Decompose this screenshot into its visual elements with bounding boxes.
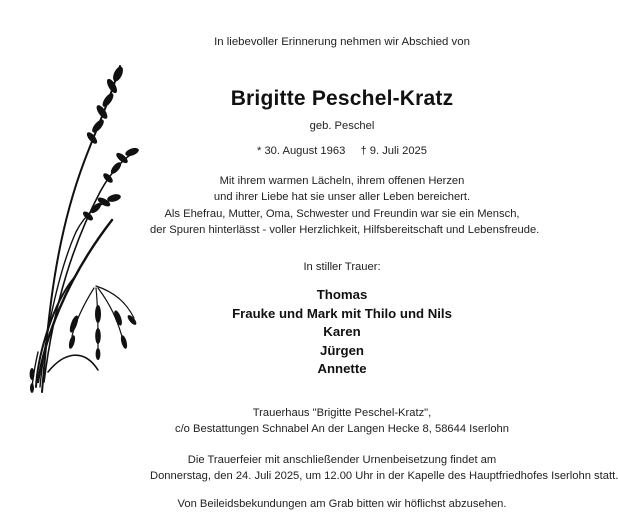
name-section [150,86,534,112]
tribute-line: der Spuren hinterlässt - voller Herzlichkeit, Hilfsbereitschaft und Lebensfreude. [150,224,540,237]
mourner-name: Frauke und Mark mit Thilo und Nils [232,305,452,321]
closing-section [150,496,534,512]
intro-section [150,34,534,50]
closing-text: Von Beileidsbekundungen am Grab bitten wir höflichst abzusehen. [177,498,507,510]
tribute-line: und ihrer Liebe hat sie unser aller Leben bereichert. [213,191,471,204]
mourner-name: Thomas [316,287,368,302]
grass-sprig-icon [14,52,144,397]
funeral-line: Die Trauerfeier mit anschließender Urnenbeisetzung findet am [187,454,497,466]
tribute-text [150,173,540,239]
funeral-line: Donnerstag, den 24. Juli 2025, um 12.00 Uhr in der Kapelle des Hauptfriedhofes Iserlohn statt. [150,470,618,483]
address-line: Trauerhaus "Brigitte Peschel-Kratz", [252,407,432,419]
address-line: c/o Bestattungen Schnabel An der Langen Hecke 8, 58644 Iserlohn [174,423,509,436]
address-section [150,405,534,438]
deceased-name: Brigitte Peschel-Kratz [230,87,454,110]
mourner-name: Jürgen [320,342,364,358]
tribute-line: Mit ihrem warmen Lächeln, ihrem offenen Herzen [219,175,465,187]
death-date: † 9. Juli 2025 [360,145,427,157]
mourner-name: Annette [317,361,367,377]
mourners-list [150,286,534,379]
mourner-name: Karen [323,324,361,340]
funeral-section [150,452,618,485]
birth-name: geb. Peschel [309,120,375,132]
life-dates [150,143,534,159]
tribute-line: Als Ehefrau, Mutter, Oma, Schwester und Freundin war sie ein Mensch, [164,207,520,220]
birth-date: * 30. August 1963 [256,145,346,157]
mourning-label: In stiller Trauer: [303,261,381,273]
birth-name-section [150,118,534,134]
mourning-label-section [150,259,534,275]
intro-text: In liebevoller Erinnerung nehmen wir Abschied von [214,36,470,48]
